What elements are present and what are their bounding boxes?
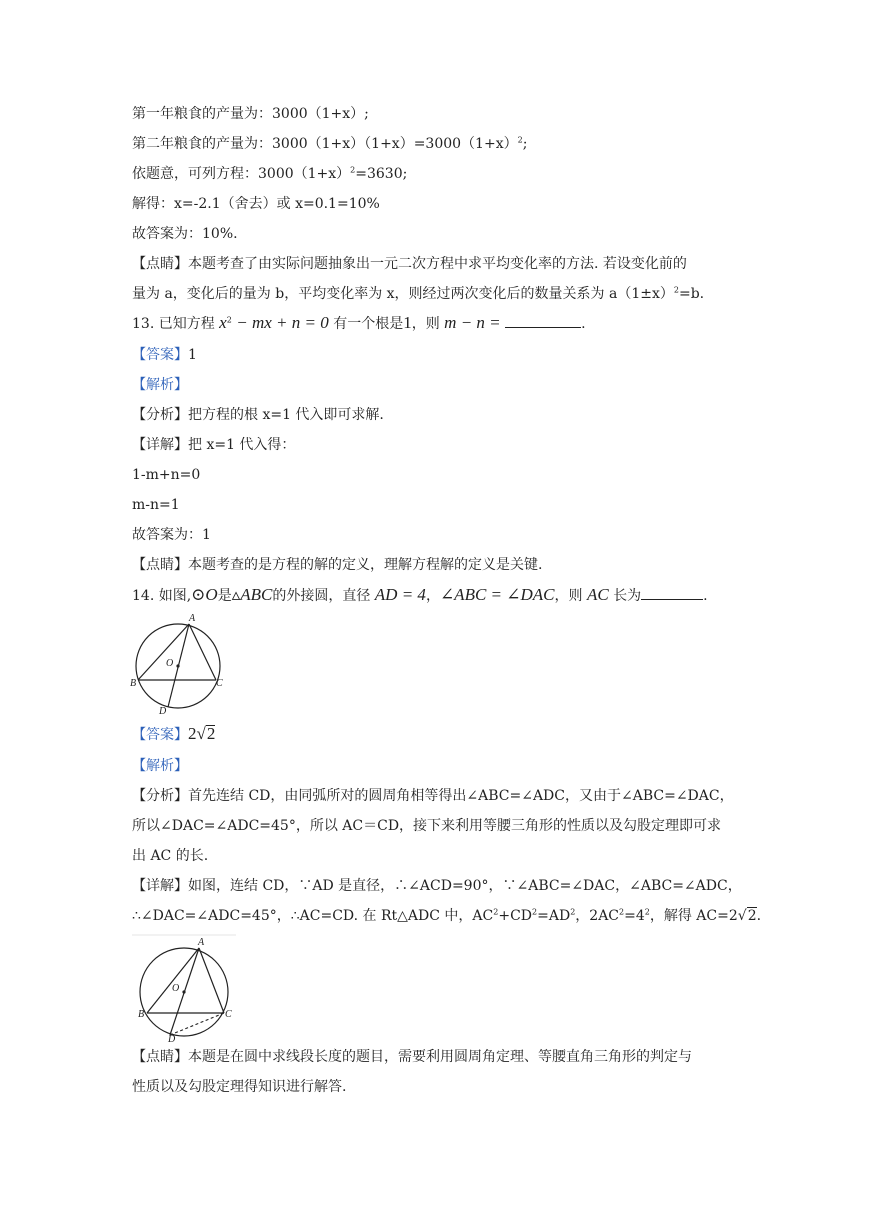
section-tag: 【解析】 [132, 377, 188, 393]
punctuation: . [703, 588, 708, 604]
math-expression: ∠ABC = ∠DAC [439, 585, 555, 604]
section-tag: 【详解】 [132, 878, 188, 894]
line-text: 依题意，可列方程：3000（1+x） [132, 166, 351, 182]
figure-circle-1 [130, 612, 226, 716]
text-line [132, 104, 369, 124]
question-text: ，则 [554, 588, 583, 604]
line-text: ，2AC [575, 908, 620, 924]
line-text: 把方程的根 x=1 代入即可求解. [188, 407, 384, 423]
sqrt-sign: √ [196, 724, 206, 743]
label-b: B [138, 1009, 145, 1020]
superscript: 2 [570, 907, 576, 917]
math-expression: ▵ABC [231, 585, 273, 604]
text-line [132, 465, 200, 485]
section-tag: 【解析】 [132, 758, 188, 774]
question-number: 13. [132, 316, 155, 332]
text-line [132, 846, 208, 866]
superscript: 2 [493, 907, 499, 917]
line-text: m-n=1 [132, 497, 180, 513]
question-text: 是 [217, 588, 232, 604]
figure-circle-2 [132, 934, 236, 1042]
label-d: D [159, 706, 167, 716]
question-13 [132, 313, 586, 334]
math-var: AC [586, 585, 609, 604]
text-line [132, 405, 384, 425]
segment-cd-dashed [170, 1013, 224, 1035]
line-text: 第二年粮食的产量为：3000（1+x）（1+x）=3000（1+x） [132, 136, 518, 152]
text-line [132, 906, 761, 926]
line-text: 性质以及勾股定理得知识进行解答. [132, 1079, 347, 1095]
answer-blank[interactable] [641, 585, 703, 600]
line-text: =b. [678, 286, 705, 302]
section-tag: 【分析】 [132, 407, 188, 423]
superscript: 2 [532, 907, 538, 917]
section-tag: 【点睛】 [132, 557, 188, 573]
question-text: 已知方程 [158, 316, 215, 332]
label-b: B [130, 678, 137, 689]
line-text: 1-m+n=0 [132, 467, 201, 483]
line-text: 解得：x=-2.1（舍去）或 x=0.1=10% [132, 196, 380, 212]
text-line [132, 375, 188, 395]
label-o: O [172, 983, 180, 994]
line-text: 故答案为：10%. [132, 226, 238, 242]
math-number: 1 [403, 313, 412, 332]
section-tag: 【答案】 [132, 727, 188, 743]
question-text: 长为 [613, 588, 642, 604]
line-text: 量为 a，变化后的量为 b，平均变化率为 x，则经过两次变化后的数量关系为 a（1±x） [132, 286, 674, 302]
answer-blank[interactable] [505, 313, 581, 328]
math-var: x [219, 313, 227, 332]
line-text: 首先连结 CD，由同弧所对的圆周角相等得出∠ABC=∠ADC，又由于∠ABC=∠DAC， [188, 788, 734, 804]
line-text: 出 AC 的长. [132, 848, 209, 864]
label-a: A [198, 937, 205, 948]
line-text: =3630; [355, 166, 408, 182]
answer-radicand: 2 [206, 724, 216, 743]
line-text: 第一年粮食的产量为：3000（1+x）; [132, 106, 369, 122]
line-text: 所以∠DAC=∠ADC=45°，所以 AC＝CD，接下来利用等腰三角形的性质以及勾股定理即可求 [132, 818, 722, 834]
question-text: 有一个根是 [333, 316, 404, 332]
text-line [132, 284, 704, 304]
center-point [182, 990, 185, 993]
superscript: 2 [350, 165, 356, 175]
superscript: 2 [619, 907, 625, 917]
punctuation: . [581, 316, 586, 332]
question-text: 的外接圆，直径 [272, 588, 371, 604]
line-text: +CD [498, 908, 533, 924]
text-line [132, 876, 742, 896]
label-c: C [225, 1009, 232, 1020]
section-tag: 【点睛】 [132, 1049, 188, 1065]
text-line [132, 194, 380, 214]
text-line [132, 435, 295, 455]
line-text: =AD [537, 908, 571, 924]
question-14 [132, 585, 708, 606]
text-line [132, 224, 238, 244]
line-text: 如图，连结 CD，∵AD 是直径，∴∠ACD=90°，∵∠ABC=∠DAC，∠ABC=∠ADC， [188, 878, 742, 894]
label-o: O [166, 658, 174, 669]
line-text: ; [522, 136, 528, 152]
text-line [132, 525, 211, 545]
math-expression: ⊙O [191, 585, 218, 604]
section-tag: 【详解】 [132, 437, 188, 453]
section-tag: 【点睛】 [132, 256, 188, 272]
label-d: D [168, 1034, 176, 1042]
math-expression: AD = 4 [374, 585, 426, 604]
question-text: 如图, [158, 588, 192, 604]
text-line [132, 786, 734, 806]
segment-ab [147, 948, 199, 1013]
text-line [132, 164, 407, 184]
superscript: 2 [226, 315, 232, 325]
answer-value: 2 [188, 724, 197, 743]
superscript: 2 [517, 135, 523, 145]
line-text: 故答案为：1 [132, 527, 211, 543]
label-c: C [216, 678, 223, 689]
answer-value: 1 [188, 347, 197, 363]
text-line [132, 134, 527, 154]
center-point [176, 664, 179, 667]
superscript: 2 [644, 907, 650, 917]
text-line [132, 816, 721, 836]
section-tag: 【答案】 [132, 347, 188, 363]
math-expression: m − n = [444, 313, 501, 332]
sqrt-sign: √ [737, 908, 747, 924]
punctuation: ， [425, 588, 440, 604]
radicand: 2 [747, 908, 757, 924]
section-tag: 【分析】 [132, 788, 188, 804]
text-line [132, 1047, 692, 1067]
question-number: 14. [132, 588, 155, 604]
math-expression: − mx + n = 0 [236, 313, 329, 332]
superscript: 2 [673, 285, 679, 295]
line-text: ，解得 AC=2 [649, 908, 738, 924]
text-line [132, 254, 687, 274]
answer-line [132, 724, 215, 745]
label-a: A [189, 613, 196, 624]
line-text: =4 [624, 908, 645, 924]
line-text: 本题考查的是方程的解的定义，理解方程解的定义是关键. [188, 557, 543, 573]
question-text: ，则 [411, 316, 440, 332]
text-line [132, 555, 542, 575]
line-text: 本题是在圆中求线段长度的题目，需要利用圆周角定理、等腰直角三角形的判定与 [188, 1049, 692, 1065]
text-line [132, 756, 188, 776]
line-text: 本题考查了由实际问题抽象出一元二次方程中求平均变化率的方法. 若设变化前的 [188, 256, 687, 272]
line-text: 把 x=1 代入得： [188, 437, 296, 453]
text-line [132, 495, 180, 515]
answer-line [132, 345, 197, 365]
line-text: ∴∠DAC=∠ADC=45°，∴AC=CD. 在 Rt△ADC 中，AC [132, 908, 494, 924]
punctuation: . [756, 908, 762, 924]
text-line [132, 1077, 346, 1097]
